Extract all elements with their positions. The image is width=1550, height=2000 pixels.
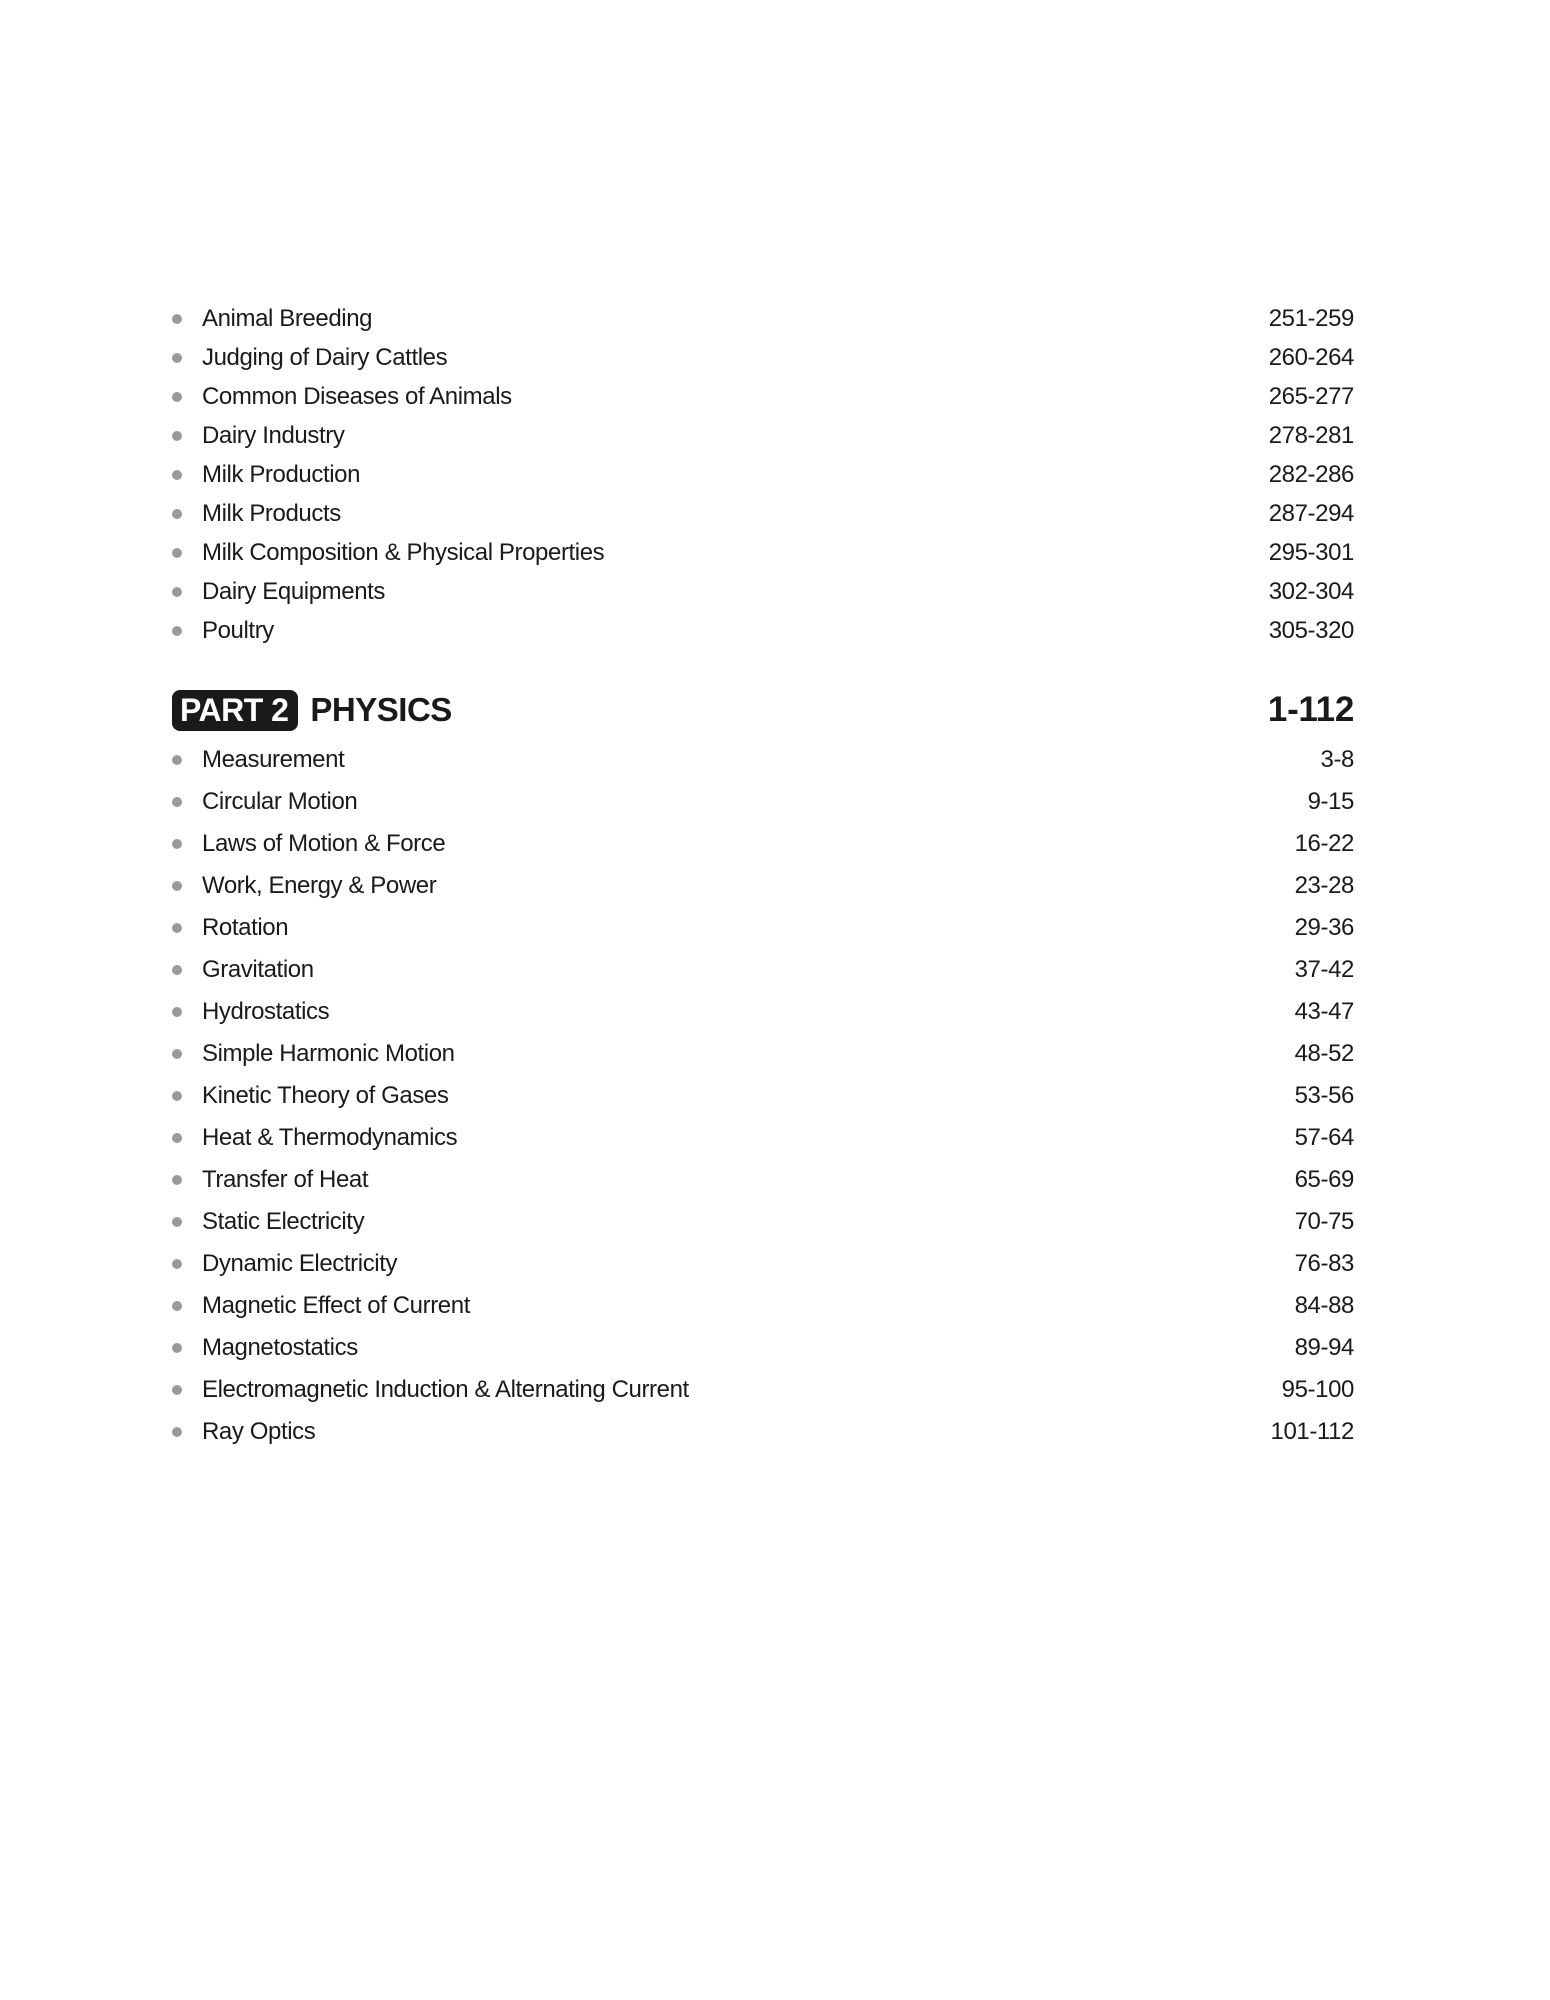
toc-entry	[172, 533, 1354, 572]
toc-entry-title: Animal Breeding	[202, 304, 373, 332]
bullet-icon	[172, 881, 182, 891]
toc-entry	[172, 1411, 1354, 1453]
toc-entry-title: Circular Motion	[202, 788, 358, 815]
toc-entry-pages: 282-286	[1268, 460, 1354, 488]
toc-entry	[172, 781, 1354, 823]
toc-list-physics	[172, 739, 1354, 1453]
toc-entry	[172, 1369, 1354, 1411]
bullet-icon	[172, 1427, 182, 1437]
toc-entry-title: Milk Products	[202, 499, 341, 527]
toc-entry	[172, 377, 1354, 416]
toc-entry-pages: 29-36	[1294, 914, 1354, 941]
toc-entry	[172, 1159, 1354, 1201]
toc-entry-title: Electromagnetic Induction & Alternating Current	[202, 1376, 689, 1403]
toc-entry-pages: 260-264	[1268, 343, 1354, 371]
toc-entry-pages: 305-320	[1268, 616, 1354, 644]
toc-entry-title: Dynamic Electricity	[202, 1250, 398, 1277]
toc-entry-pages: 76-83	[1294, 1250, 1354, 1277]
toc-entry-pages: 53-56	[1294, 1082, 1354, 1109]
toc-entry-title: Laws of Motion & Force	[202, 830, 446, 857]
part-page-range: 1-112	[1267, 690, 1354, 729]
toc-entry	[172, 299, 1354, 338]
part-badge: PART 2	[172, 690, 298, 731]
toc-entry-pages: 48-52	[1294, 1040, 1354, 1067]
bullet-icon	[172, 1259, 182, 1269]
toc-entry-pages: 16-22	[1294, 830, 1354, 857]
toc-entry	[172, 1117, 1354, 1159]
toc-entry-title: Judging of Dairy Cattles	[202, 343, 448, 371]
bullet-icon	[172, 353, 182, 363]
toc-entry-title: Heat & Thermodynamics	[202, 1124, 458, 1151]
bullet-icon	[172, 923, 182, 933]
toc-entry-pages: 70-75	[1294, 1208, 1354, 1235]
toc-entry-title: Hydrostatics	[202, 998, 330, 1025]
bullet-icon	[172, 839, 182, 849]
toc-entry	[172, 1327, 1354, 1369]
bullet-icon	[172, 1091, 182, 1101]
toc-entry-title: Milk Composition & Physical Properties	[202, 538, 605, 566]
bullet-icon	[172, 965, 182, 975]
toc-entry-title: Poultry	[202, 616, 274, 644]
bullet-icon	[172, 431, 182, 441]
toc-entry-pages: 287-294	[1268, 499, 1354, 527]
toc-entry	[172, 991, 1354, 1033]
part-heading-left	[172, 690, 452, 731]
bullet-icon	[172, 626, 182, 636]
toc-entry-pages: 101-112	[1270, 1418, 1354, 1445]
toc-entry-title: Kinetic Theory of Gases	[202, 1082, 449, 1109]
bullet-icon	[172, 1343, 182, 1353]
toc-entry-pages: 265-277	[1268, 382, 1354, 410]
part-heading	[172, 688, 1354, 732]
toc-entry	[172, 865, 1354, 907]
toc-entry	[172, 1033, 1354, 1075]
toc-entry	[172, 1201, 1354, 1243]
toc-entry-title: Magnetostatics	[202, 1334, 358, 1361]
bullet-icon	[172, 1301, 182, 1311]
bullet-icon	[172, 509, 182, 519]
bullet-icon	[172, 392, 182, 402]
toc-entry-title: Simple Harmonic Motion	[202, 1040, 455, 1067]
toc-entry	[172, 949, 1354, 991]
toc-entry-pages: 295-301	[1268, 538, 1354, 566]
toc-list-section1	[172, 299, 1354, 650]
toc-entry-pages: 23-28	[1294, 872, 1354, 899]
toc-entry	[172, 823, 1354, 865]
toc-entry	[172, 1243, 1354, 1285]
toc-entry	[172, 1075, 1354, 1117]
toc-entry	[172, 416, 1354, 455]
toc-entry-title: Transfer of Heat	[202, 1166, 369, 1193]
toc-entry	[172, 455, 1354, 494]
toc-entry-pages: 57-64	[1294, 1124, 1354, 1151]
bullet-icon	[172, 1385, 182, 1395]
bullet-icon	[172, 314, 182, 324]
bullet-icon	[172, 755, 182, 765]
toc-entry	[172, 572, 1354, 611]
toc-entry-title: Common Diseases of Animals	[202, 382, 512, 410]
toc-entry-title: Gravitation	[202, 956, 314, 983]
toc-entry-title: Static Electricity	[202, 1208, 365, 1235]
bullet-icon	[172, 548, 182, 558]
toc-entry-title: Dairy Equipments	[202, 577, 386, 605]
toc-entry-pages: 278-281	[1268, 421, 1354, 449]
toc-entry-title: Measurement	[202, 746, 345, 773]
toc-entry	[172, 907, 1354, 949]
part-title: PHYSICS	[310, 691, 452, 728]
toc-entry	[172, 494, 1354, 533]
toc-entry	[172, 1285, 1354, 1327]
toc-entry	[172, 338, 1354, 377]
bullet-icon	[172, 797, 182, 807]
toc-entry-title: Rotation	[202, 914, 289, 941]
toc-entry-title: Magnetic Effect of Current	[202, 1292, 470, 1319]
toc-entry-pages: 37-42	[1294, 956, 1354, 983]
toc-entry	[172, 611, 1354, 650]
toc-entry-pages: 9-15	[1307, 788, 1354, 815]
toc-entry-title: Dairy Industry	[202, 421, 345, 449]
toc-entry-title: Milk Production	[202, 460, 361, 488]
toc-entry-title: Work, Energy & Power	[202, 872, 437, 899]
toc-entry-pages: 3-8	[1320, 746, 1354, 773]
bullet-icon	[172, 587, 182, 597]
bullet-icon	[172, 1217, 182, 1227]
bullet-icon	[172, 1133, 182, 1143]
toc-entry-title: Ray Optics	[202, 1418, 316, 1445]
toc-entry-pages: 65-69	[1294, 1166, 1354, 1193]
toc-entry-pages: 84-88	[1294, 1292, 1354, 1319]
bullet-icon	[172, 1007, 182, 1017]
bullet-icon	[172, 1175, 182, 1185]
toc-entry-pages: 89-94	[1294, 1334, 1354, 1361]
toc-entry	[172, 739, 1354, 781]
toc-entry-pages: 95-100	[1281, 1376, 1354, 1403]
bullet-icon	[172, 1049, 182, 1059]
toc-entry-pages: 43-47	[1294, 998, 1354, 1025]
toc-entry-pages: 302-304	[1268, 577, 1354, 605]
bullet-icon	[172, 470, 182, 480]
toc-entry-pages: 251-259	[1268, 304, 1354, 332]
